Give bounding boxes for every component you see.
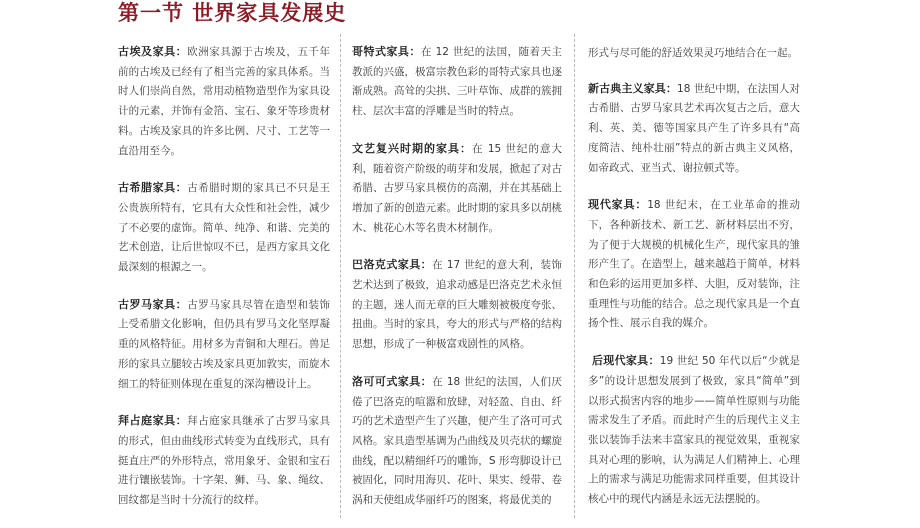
paragraph-ancient-greece bbox=[118, 178, 330, 278]
column-divider bbox=[340, 34, 341, 518]
paragraph-neoclassical bbox=[588, 79, 800, 179]
section-body: 古罗马家具尽管在造型和装饰上受希腊文化影响，但仍具有罗马文化坚厚凝重的风格特征。用材多为青铜和大理石。兽足形的家具立腿较古埃及家具更加敦实，而旋木细工的特征则体现在重复的深沟槽设计上。 bbox=[118, 298, 331, 390]
section-body: 形式与尽可能的舒适效果灵巧地结合在一起。 bbox=[588, 47, 798, 59]
section-heading: 古罗马家具： bbox=[118, 297, 188, 311]
section-heading: 古埃及家具： bbox=[118, 45, 188, 58]
section-heading: 文艺复兴时期的家具： bbox=[352, 141, 472, 155]
column-divider bbox=[574, 34, 575, 518]
section-body: 在 12 世纪的法国，随着天主教派的兴盛，极富宗教色彩的哥特式家具也逐渐成熟。高耸的尖拱、三叶草饰、成群的簇拥柱、层次丰富的浮雕是当时的特点。 bbox=[352, 46, 562, 118]
paragraph-continuation bbox=[588, 44, 800, 64]
section-body: 欧洲家具源于古埃及，五千年前的古埃及已经有了相当完善的家具体系。当时人们崇尚自然，常用动植物造型作为家具设计的元素，并饰有金箔、宝石、象牙等珍贵材料。古埃及家具的许多比例、尺寸、工艺等一直沿用至今。 bbox=[118, 46, 331, 157]
text-column-3 bbox=[588, 44, 800, 527]
section-body: 18 世纪中期，在法国人对古希腊、古罗马家具艺术再次复古之后，意大利、英、美、德等国家具产生了许多具有“高度简洁、纯朴壮丽”特点的新古典主义风格，如帝政式、亚当式、谢拉顿式等。 bbox=[588, 82, 801, 174]
paragraph-renaissance bbox=[352, 139, 562, 239]
paragraph-postmodern bbox=[588, 351, 800, 510]
text-column-1 bbox=[118, 42, 330, 528]
section-heading: 古希腊家具： bbox=[118, 181, 188, 195]
section-heading: 洛可可式家具： bbox=[352, 374, 433, 388]
section-body: 在 15 世纪的意大利，随着资产阶级的萌芽和发展，掀起了对古希腊、古罗马家具模仿的高潮，并在其基础上增加了新的创造元素。此时期的家具多以胡桃木、桃花心木等名贵木材制作。 bbox=[352, 142, 563, 234]
section-heading: 现代家具： bbox=[588, 198, 648, 212]
page-title: 第一节 世界家具发展史 bbox=[118, 1, 347, 25]
paragraph-gothic bbox=[352, 42, 562, 122]
section-body: 在 17 世纪的意大利，装饰艺术达到了极致，追求动感是巴洛克艺术永恒的主题，迷人而无章的巨大雕刻被极度夸张、扭曲。当时的家具，夸大的形式与严格的结构思想，形成了一种极富戏剧性的风格。 bbox=[352, 259, 562, 351]
paragraph-rococo bbox=[352, 372, 562, 511]
paragraph-byzantine bbox=[118, 411, 330, 511]
section-body: 在 18 世纪的法国，人们厌倦了巴洛克的喧嚣和放肆，对轻盈、自由、纤巧的艺术造型产生了兴趣，便产生了洛可可式风格。家具造型基调为凸曲线及贝壳状的螺旋曲线，配以精细纤巧的雕饰，S 形弯脚设计已被固化，同时用海贝、花叶、果实、绶带、卷涡和天使组成华丽纤巧的图案，将最优美的 bbox=[352, 375, 562, 507]
section-body: 19 世纪 50 年代以后“少就是多”的设计思想发展到了极致，家具“简单”到以形式损害内容的地步——简单性原则与功能需求发生了矛盾。而此时产生的后现代主义主张以装饰手法来丰富家具的视觉效果，重视家具对心理的影响，认为满足人们精神上、心理上的需求与满足功能需求同样重要，但其设计核心中的现代内涵是永远无法摆脱的。 bbox=[588, 355, 800, 506]
section-heading: 新古典主义家具： bbox=[588, 81, 678, 95]
section-heading: 后现代家具： bbox=[592, 354, 660, 368]
section-body: 18 世纪末，在工业革命的推动下，各种新技术、新工艺、新材料层出不穷，为了便于大规模的机械化生产，现代家具的雏形产生了。在造型上，越来越趋于简单，材料和色彩的运用更加多样、大胆，反对装饰，注重理性与功能的结合。总之现代家具是一个直扬个性、展示自我的媒介。 bbox=[588, 199, 801, 330]
section-heading: 巴洛克式家具： bbox=[352, 258, 433, 272]
paragraph-ancient-egypt bbox=[118, 42, 330, 161]
section-heading: 哥特式家具： bbox=[352, 45, 421, 58]
paragraph-baroque bbox=[352, 255, 562, 355]
text-column-2 bbox=[352, 42, 562, 528]
section-body: 古希腊时期的家具已不只是王公贵族所特有，它具有大众性和社会性，减少了不必要的虚饰。简单、纯净、和谐、完美的艺术创造，让后世惊叹不已，是西方家具文化最深刻的根源之一。 bbox=[118, 182, 331, 274]
paragraph-modern bbox=[588, 195, 800, 334]
section-body: 拜占庭家具继承了古罗马家具的形式，但由曲线形式转变为直线形式，具有挺直庄严的外形特点，常用象牙、金银和宝石进行镶嵌装饰。十字架、狮、马、象、绳纹、回纹都是当时十分流行的纹样。 bbox=[118, 415, 331, 507]
section-heading: 拜占庭家具： bbox=[118, 414, 188, 428]
paragraph-ancient-rome bbox=[118, 295, 330, 395]
